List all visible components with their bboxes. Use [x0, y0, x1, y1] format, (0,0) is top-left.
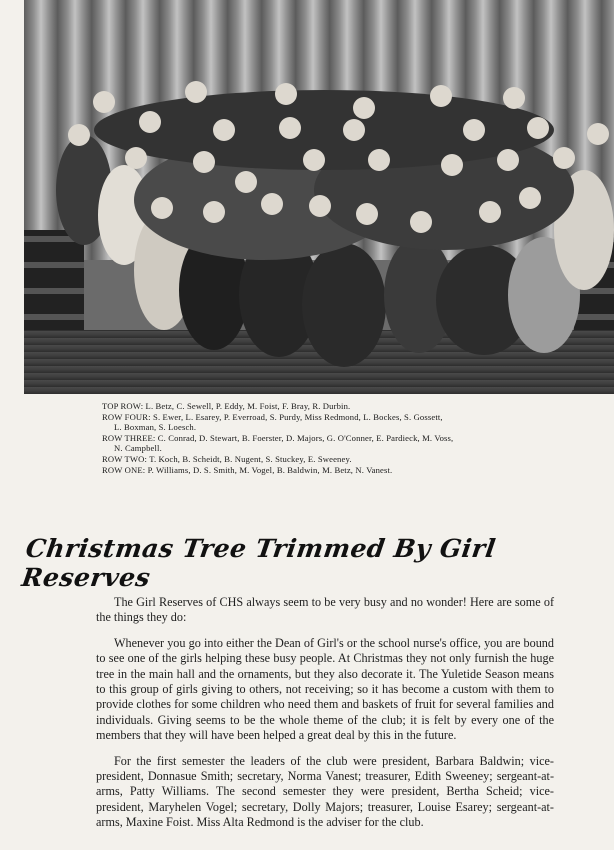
caption-top-row: TOP ROW: L. Betz, C. Sewell, P. Eddy, M. Foist, F. Bray, R. Durbin.	[102, 401, 351, 411]
group-photo	[24, 0, 614, 394]
caption-row-three: ROW THREE: C. Conrad, D. Stewart, B. Foerster, D. Majors, G. O'Conner, E. Pardieck, M. Voss,	[102, 432, 454, 443]
caption-row-four-cont: L. Boxman, S. Loesch.	[114, 422, 197, 433]
article-body	[96, 595, 554, 841]
article-paragraph: The Girl Reserves of CHS always seem to be very busy and no wonder! Here are some of the things they do:	[96, 595, 554, 625]
article-paragraph: For the first semester the leaders of the club were president, Barbara Baldwin; vice-president, Donnasue Smith; secretary, Norma Vanest; treasurer, Edith Sweeney; sergeant-at-arms, Patty Williams. The second semester they were president, Bertha Scheid; vice-president, Maryhelen Vogel; secretary, Dolly Majors; treasurer, Louise Esarey; sergeant-at-arms, Maxine Foist. Miss Alta Redmond is the adviser for the club.	[96, 753, 554, 830]
article-title: Christmas Tree Trimmed By Girl Reserves	[19, 534, 498, 592]
article-paragraph: Whenever you go into either the Dean of Girl's or the school nurse's office, you are bound to see one of the girls helping these busy people. At Christmas they not only furnish the huge tree in the main hall and the ornaments, but they also decorate it. The Yuletide Season means to this group of girls giving to others, not receiving; so it has become a custom with them to provide clothes for some children who need them and baskets of fruit for several families and individuals. Giving seems to be the whole theme of the club; it is felt by every one of the members that they will have been helped a great deal by this in the future.	[96, 635, 554, 743]
caption-row-four: ROW FOUR: S. Ewer, L. Esarey, P. Everroad, S. Purdy, Miss Redmond, L. Bockes, S. Gossett,	[102, 411, 443, 422]
caption-row-three-cont: N. Campbell.	[114, 443, 162, 454]
caption-row-one: ROW ONE: P. Williams, D. S. Smith, M. Vogel, B. Baldwin, M. Betz, N. Vanest.	[102, 464, 393, 475]
group-figures	[24, 0, 614, 394]
photo-captions	[102, 401, 572, 475]
caption-row-two: ROW TWO: T. Koch, B. Scheidt, B. Nugent, S. Stuckey, E. Sweeney.	[102, 453, 352, 464]
